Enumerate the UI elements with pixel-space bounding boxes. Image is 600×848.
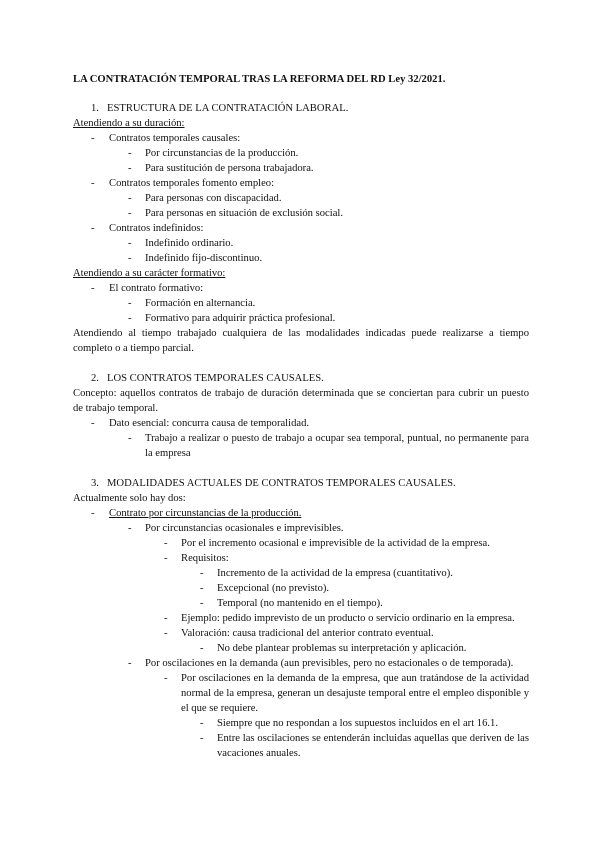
list-item: - Para personas con discapacidad.: [128, 193, 282, 204]
list-item: - Por circunstancias ocasionales e imprevisibles.: [128, 523, 344, 534]
paragraph-intro: Actualmente solo hay dos:: [73, 493, 186, 504]
list-item: - Excepcional (no previsto).: [200, 583, 330, 594]
list-item: - Indefinido ordinario.: [128, 238, 234, 249]
section-2-heading: [73, 371, 529, 386]
list-item: - Contrato por circunstancias de la producción.: [91, 508, 302, 519]
list-item: - Por el incremento ocasional e imprevisible de la actividad de la empresa.: [164, 538, 490, 549]
list-item: - Trabajo a realizar o puesto de trabajo a ocupar sea temporal, puntual, no permanente para la empresa: [128, 433, 529, 459]
list-item: - Contratos temporales causales:: [91, 133, 241, 144]
section-number: 2.: [91, 373, 99, 384]
list-item: - Ejemplo: pedido imprevisto de un producto o servicio ordinario en la empresa.: [164, 613, 515, 624]
section-1-heading: [73, 101, 529, 116]
section-number: 1.: [91, 103, 99, 114]
list-item: - Entre las oscilaciones se entenderán incluidas aquellas que deriven de las vacaciones anuales.: [200, 733, 529, 759]
paragraph-concept: Concepto: aquellos contratos de trabajo de duración determinada que se conciertan para cubrir un puesto de trabajo temporal.: [73, 388, 529, 414]
list-item: - Por oscilaciones en la demanda de la empresa, que aun tratándose de la actividad normal de la empresa, generan un desajuste temporal entre el empleo disponible y el que se requiere.: [164, 673, 529, 714]
list-item: - Contratos temporales fomento empleo:: [91, 178, 275, 189]
list-item: - No debe plantear problemas su interpretación y aplicación.: [200, 643, 467, 654]
section-number: 3.: [91, 478, 99, 489]
list-item: - Incremento de la actividad de la empresa (cuantitativo).: [200, 568, 453, 579]
list-item: - Valoración: causa tradicional del anterior contrato eventual.: [164, 628, 434, 639]
list-item: - Contratos indefinidos:: [91, 223, 204, 234]
list-item: - Siempre que no respondan a los supuestos incluidos en el art 16.1.: [200, 718, 498, 729]
list-item: - Requisitos:: [164, 553, 229, 564]
list-item: - Por circunstancias de la producción.: [128, 148, 299, 159]
document-page: [73, 72, 529, 761]
section-title: ESTRUCTURA DE LA CONTRATACIÓN LABORAL.: [107, 103, 349, 114]
section-3-heading: [73, 476, 529, 491]
list-item: - Temporal (no mantenido en el tiempo).: [200, 598, 383, 609]
paragraph-note: Atendiendo al tiempo trabajado cualquiera de las modalidades indicadas puede realizarse a tiempo completo o a tiempo parcial.: [73, 328, 529, 354]
list-item: - El contrato formativo:: [91, 283, 204, 294]
subheading-duration: Atendiendo a su duración:: [73, 118, 185, 129]
list-item: - Para personas en situación de exclusión social.: [128, 208, 343, 219]
subheading-formative: Atendiendo a su carácter formativo:: [73, 268, 226, 279]
section-title: LOS CONTRATOS TEMPORALES CAUSALES.: [107, 373, 324, 384]
list-item: - Dato esencial: concurra causa de temporalidad.: [91, 418, 310, 429]
list-item: - Para sustitución de persona trabajadora.: [128, 163, 314, 174]
section-title: MODALIDADES ACTUALES DE CONTRATOS TEMPORALES CAUSALES.: [107, 478, 456, 489]
list-item: - Formación en alternancia.: [128, 298, 256, 309]
list-item: - Por oscilaciones en la demanda (aun previsibles, pero no estacionales o de temporada).: [128, 658, 514, 669]
list-item: - Formativo para adquirir práctica profesional.: [128, 313, 336, 324]
list-item: - Indefinido fijo-discontinuo.: [128, 253, 263, 264]
document-title: LA CONTRATACIÓN TEMPORAL TRAS LA REFORMA DEL RD Ley 32/2021.: [73, 74, 446, 85]
